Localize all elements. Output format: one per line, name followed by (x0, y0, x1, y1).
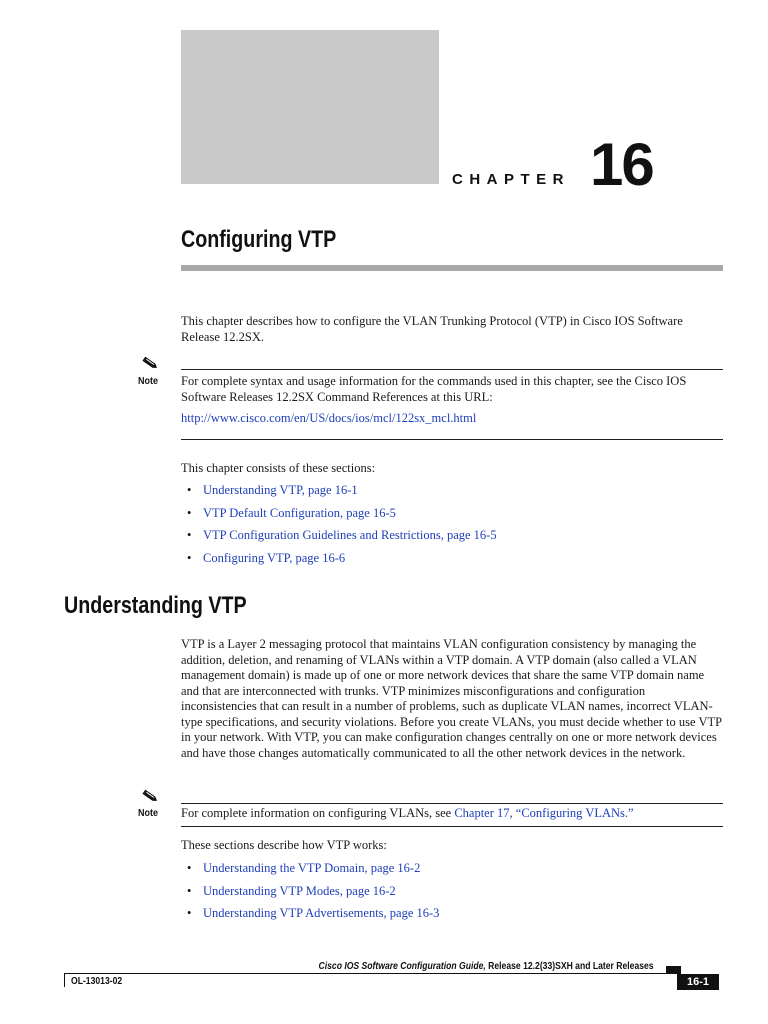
chapter-17-link[interactable]: Chapter 17, “Configuring VLANs.” (454, 806, 634, 820)
section-link-configuring-vtp[interactable]: • Configuring VTP, page 16-6 (181, 551, 497, 566)
note-top-rule (181, 803, 723, 804)
pencil-icon (141, 354, 159, 372)
note-top-rule (181, 369, 723, 370)
footer-doc-number: OL-13013-02 (71, 976, 123, 987)
command-reference-link[interactable]: http://www.cisco.com/en/US/docs/ios/mcl/122sx_mcl.html (181, 411, 477, 425)
chapter-header-box (181, 30, 439, 184)
works-intro: These sections describe how VTP works: (181, 838, 387, 852)
section-link-vtp-domain[interactable]: • Understanding the VTP Domain, page 16-2 (181, 861, 439, 876)
section-link-vtp-advertisements[interactable]: • Understanding VTP Advertisements, page 16-3 (181, 906, 439, 921)
sections-list (181, 483, 497, 573)
pencil-icon (141, 787, 159, 805)
note-bottom-rule (181, 826, 723, 827)
section-link-understanding-vtp[interactable]: • Understanding VTP, page 16-1 (181, 483, 497, 498)
note-label: Note (138, 808, 159, 819)
footer-marker (666, 966, 681, 974)
intro-paragraph: This chapter describes how to configure the VLAN Trunking Protocol (VTP) in Cisco IOS Software Release 12.2SX. (181, 314, 683, 344)
note-bottom-rule (181, 439, 723, 440)
footer-page-number: 16-1 (677, 974, 719, 990)
note-text: For complete syntax and usage information for the commands used in this chapter, see the Cisco IOS Software Releases 12.2SX Command References at this URL: (181, 374, 687, 404)
chapter-number: 16 (590, 131, 653, 198)
works-list (181, 861, 439, 929)
title-divider (181, 265, 723, 271)
chapter-title: Configuring VTP (181, 226, 337, 253)
footer-rule (64, 973, 666, 974)
section-heading: Understanding VTP (64, 592, 247, 619)
note-label: Note (138, 376, 159, 387)
note-text: For complete information on configuring VLANs, see Chapter 17, “Configuring VLANs.” (181, 806, 634, 820)
understanding-paragraph: VTP is a Layer 2 messaging protocol that maintains VLAN configuration consistency by managing the addition, deletion, and renaming of VLANs within a VTP domain. A VTP domain (also called a VLAN management domain) is made up of one or more network devices that share the same VTP domain name and that are interconnected with trunks. VTP minimizes misconfigurations and configuration inconsistencies that can result in a number of problems, such as duplicate VLAN names, incorrect VLAN-type specifications, and security violations. Before you create VLANs, you must decide whether to use VTP in your network. With VTP, you can make configuration changes centrally on one or more network devices and have those changes automatically communicated to all the other network devices in the network. (181, 637, 722, 760)
footer-tick (64, 973, 65, 987)
section-link-vtp-modes[interactable]: • Understanding VTP Modes, page 16-2 (181, 884, 439, 899)
chapter-label: CHAPTER (452, 171, 571, 188)
footer-guide-title: Cisco IOS Software Configuration Guide, Release 12.2(33)SXH and Later Releases (318, 961, 654, 972)
section-link-vtp-guidelines[interactable]: • VTP Configuration Guidelines and Restrictions, page 16-5 (181, 528, 497, 543)
sections-intro: This chapter consists of these sections: (181, 461, 376, 475)
section-link-vtp-default-configuration[interactable]: • VTP Default Configuration, page 16-5 (181, 506, 497, 521)
